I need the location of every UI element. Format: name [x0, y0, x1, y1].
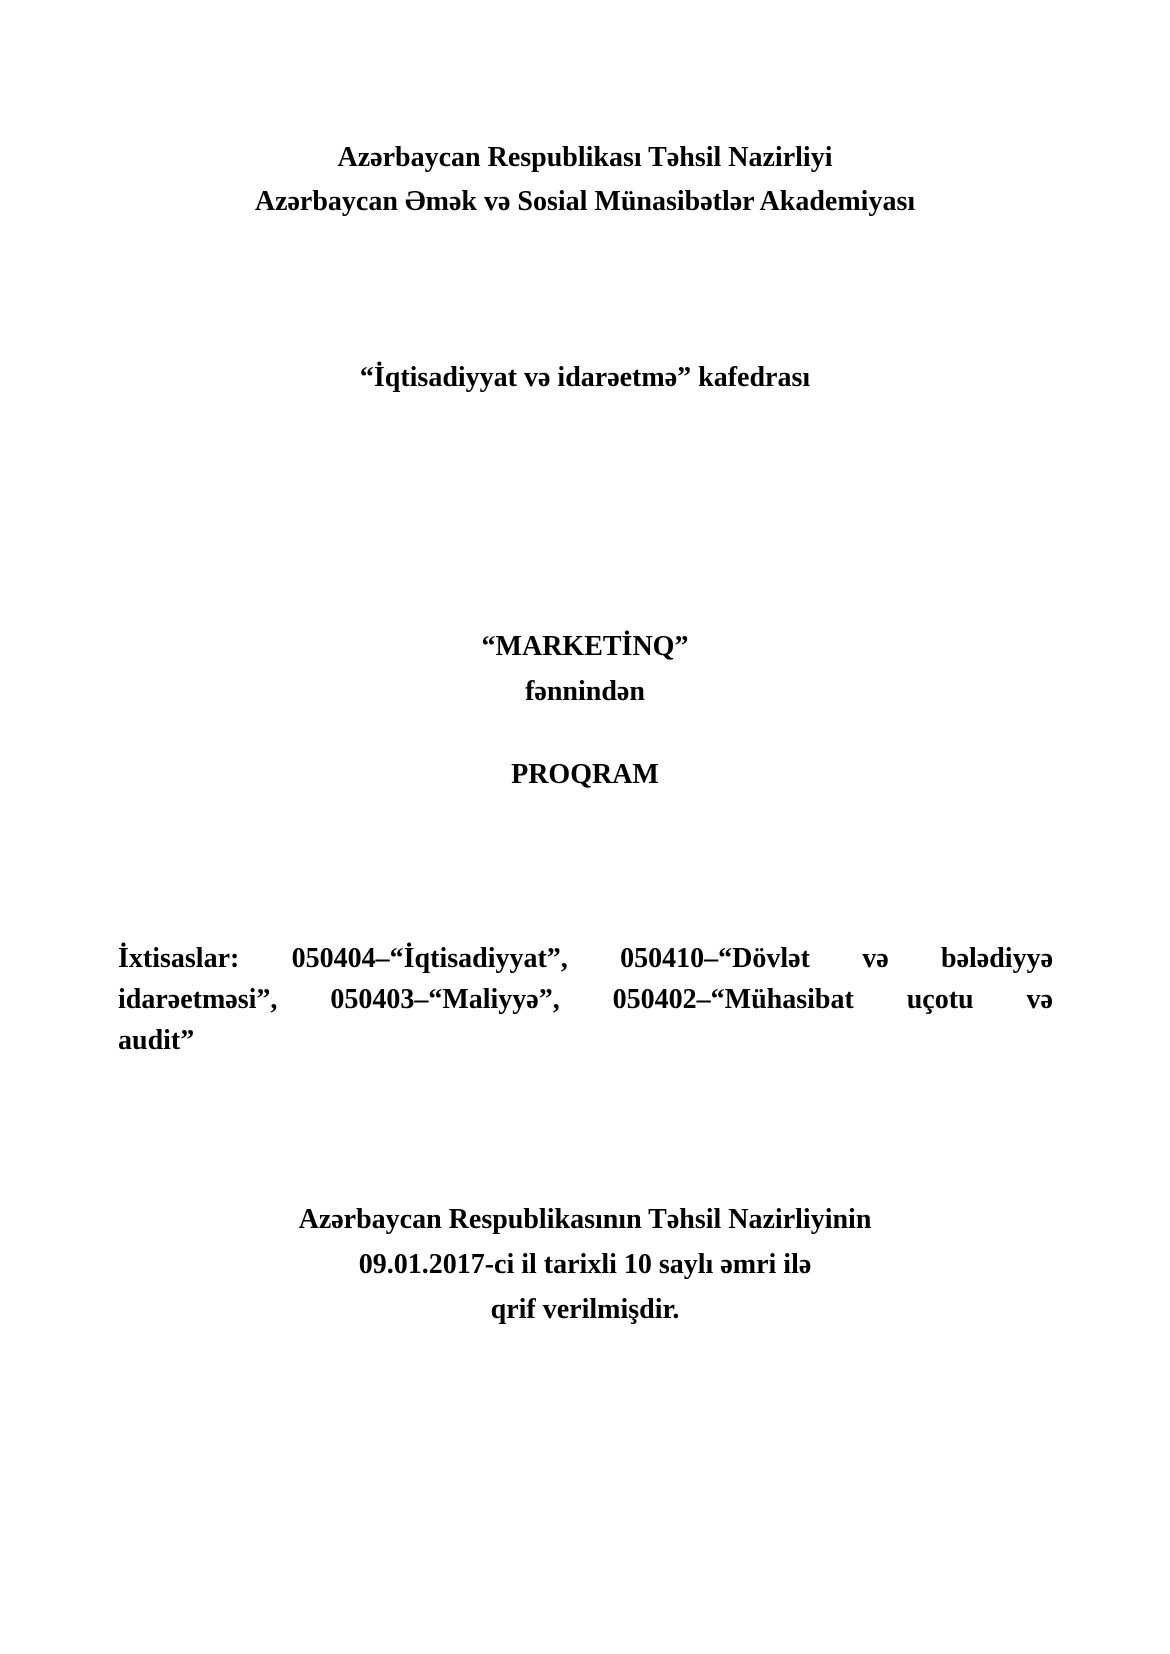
approval-line-3: qrif verilmişdir. — [490, 1294, 680, 1325]
ministry-title: Azərbaycan Respublikası Təhsil Nazirliyi — [337, 142, 833, 173]
approval-line-2: 09.01.2017-ci il tarixli 10 saylı əmri ilə — [358, 1249, 812, 1280]
specialties-line-2: idarəetməsi”, 050403–“Maliyyə”, 050402–“Mühasibat uçotu və — [118, 984, 1053, 1015]
specialties-line-1: İxtisaslar: 050404–“İqtisadiyyat”, 050410–“Dövlət və bələdiyyə — [118, 943, 1053, 974]
document-type: PROQRAM — [511, 759, 659, 790]
specialties-block — [118, 938, 1053, 1061]
department-title: “İqtisadiyyat və idarəetmə” kafedrası — [359, 362, 811, 393]
academy-title: Azərbaycan Əmək və Sosial Münasibətlər Akademiyası — [254, 186, 916, 217]
approval-line-1: Azərbaycan Respublikasının Təhsil Nazirliyinin — [298, 1204, 872, 1235]
specialties-line-3: audit” — [118, 1025, 195, 1056]
subject-suffix: fənnindən — [525, 676, 645, 707]
subject-name: “MARKETİNQ” — [481, 631, 689, 662]
